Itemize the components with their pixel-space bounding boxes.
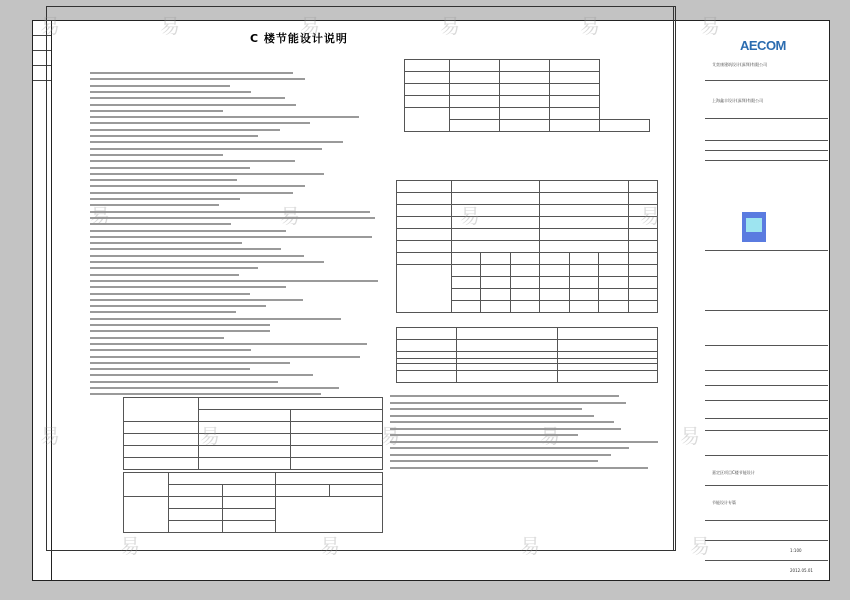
- text-line: [90, 110, 223, 112]
- watermark-glyph: 易: [520, 534, 540, 558]
- text-line: [390, 467, 648, 469]
- title-block-divider: [705, 140, 828, 141]
- text-line: [90, 173, 324, 175]
- text-line: [90, 242, 242, 244]
- watermark-glyph: 易: [300, 14, 320, 38]
- text-line: [90, 236, 372, 238]
- text-line: [390, 421, 614, 423]
- text-line: [90, 374, 313, 376]
- text-line: [90, 324, 270, 326]
- company-name: 艾奕康建筑设计(深圳)有限公司: [712, 62, 768, 67]
- watermark-glyph: 易: [200, 424, 220, 448]
- title-block-divider: [705, 455, 828, 456]
- drawing-name: 节能设计专篇: [712, 500, 736, 505]
- text-line: [90, 97, 285, 99]
- title-block-divider: [705, 485, 828, 486]
- text-line: [90, 129, 280, 131]
- watermark-glyph: 易: [320, 534, 340, 558]
- watermark-glyph: 易: [160, 14, 180, 38]
- text-line: [390, 454, 611, 456]
- text-line: [90, 91, 251, 93]
- title-block-divider: [705, 400, 828, 401]
- watermark-glyph: 易: [280, 204, 300, 228]
- watermark-glyph: 易: [680, 424, 700, 448]
- text-line: [90, 148, 322, 150]
- watermark-glyph: 易: [440, 14, 460, 38]
- table-floor: [396, 358, 658, 383]
- partner-company: 上海鑫丰设计(深圳)有限公司: [712, 98, 764, 103]
- table-heat-transfer: [396, 180, 658, 313]
- text-line: [90, 179, 237, 181]
- text-line: [90, 368, 250, 370]
- table-envelope-left: [123, 397, 383, 470]
- text-line: [390, 415, 594, 417]
- watermark-glyph: 易: [380, 424, 400, 448]
- text-line: [90, 274, 239, 276]
- watermark-glyph: 易: [580, 14, 600, 38]
- watermark-glyph: 易: [460, 204, 480, 228]
- text-line: [90, 349, 251, 351]
- text-line: [90, 211, 370, 213]
- text-line: [90, 223, 231, 225]
- watermark-glyph: 易: [700, 14, 720, 38]
- company-logo: AECOM: [740, 38, 786, 53]
- text-line: [90, 160, 295, 162]
- text-line: [90, 192, 293, 194]
- watermark-glyph: 易: [640, 204, 660, 228]
- title-block-divider: [705, 150, 828, 151]
- text-line: [90, 261, 324, 263]
- title-block-divider: [705, 345, 828, 346]
- page-title: C 楼节能设计说明: [250, 32, 348, 45]
- text-line: [90, 387, 339, 389]
- text-line: [90, 217, 375, 219]
- text-line: [90, 135, 258, 137]
- title-block-divider: [705, 250, 828, 251]
- text-line: [90, 337, 224, 339]
- title-block-divider: [705, 430, 828, 431]
- text-line: [90, 305, 266, 307]
- text-line: [90, 248, 281, 250]
- text-line: [90, 293, 250, 295]
- text-line: [90, 255, 304, 257]
- text-line: [390, 402, 626, 404]
- watermark-glyph: 易: [540, 424, 560, 448]
- title-block-divider: [705, 80, 828, 81]
- title-block-divider: [705, 118, 828, 119]
- title-block-divider: [705, 540, 828, 541]
- text-line: [90, 141, 343, 143]
- title-block-divider: [705, 385, 828, 386]
- title-block-divider: [705, 560, 828, 561]
- title-block-divider: [705, 418, 828, 419]
- title-block-divider: [705, 520, 828, 521]
- text-line: [90, 167, 250, 169]
- text-line: [90, 286, 286, 288]
- text-line: [90, 104, 296, 106]
- text-line: [390, 395, 619, 397]
- text-line: [90, 85, 230, 87]
- text-line: [390, 447, 629, 449]
- text-line: [90, 116, 359, 118]
- text-line: [390, 408, 582, 410]
- text-line: [90, 330, 270, 332]
- text-line: [90, 343, 367, 345]
- text-line: [390, 441, 658, 443]
- watermark-glyph: 易: [40, 424, 60, 448]
- text-line: [90, 362, 290, 364]
- text-line: [90, 198, 240, 200]
- table-glazing-right: [404, 59, 650, 132]
- watermark-glyph: 易: [690, 534, 710, 558]
- text-line: [90, 381, 278, 383]
- watermark-glyph: 易: [40, 14, 60, 38]
- text-line: [90, 78, 305, 80]
- text-line: [90, 299, 303, 301]
- project-name: 嘉定区项目C楼节能设计: [712, 470, 755, 475]
- text-line: [390, 428, 621, 430]
- approval-stamp: [742, 212, 766, 242]
- text-line: [90, 154, 223, 156]
- title-block-divider: [705, 310, 828, 311]
- text-line: [90, 280, 378, 282]
- text-line: [90, 122, 310, 124]
- table-window-left: [123, 472, 383, 533]
- text-line: [90, 267, 258, 269]
- watermark-glyph: 易: [120, 534, 140, 558]
- text-line: [90, 72, 293, 74]
- date-value: 2012.05.01: [790, 568, 813, 573]
- title-block-divider: [705, 370, 828, 371]
- text-line: [90, 356, 360, 358]
- text-line: [90, 393, 321, 395]
- text-line: [390, 460, 598, 462]
- text-line: [90, 185, 305, 187]
- text-line: [90, 318, 341, 320]
- scale-value: 1:100: [790, 548, 802, 553]
- text-line: [90, 311, 236, 313]
- watermark-glyph: 易: [90, 204, 110, 228]
- title-block-divider: [705, 160, 828, 161]
- text-line: [90, 230, 286, 232]
